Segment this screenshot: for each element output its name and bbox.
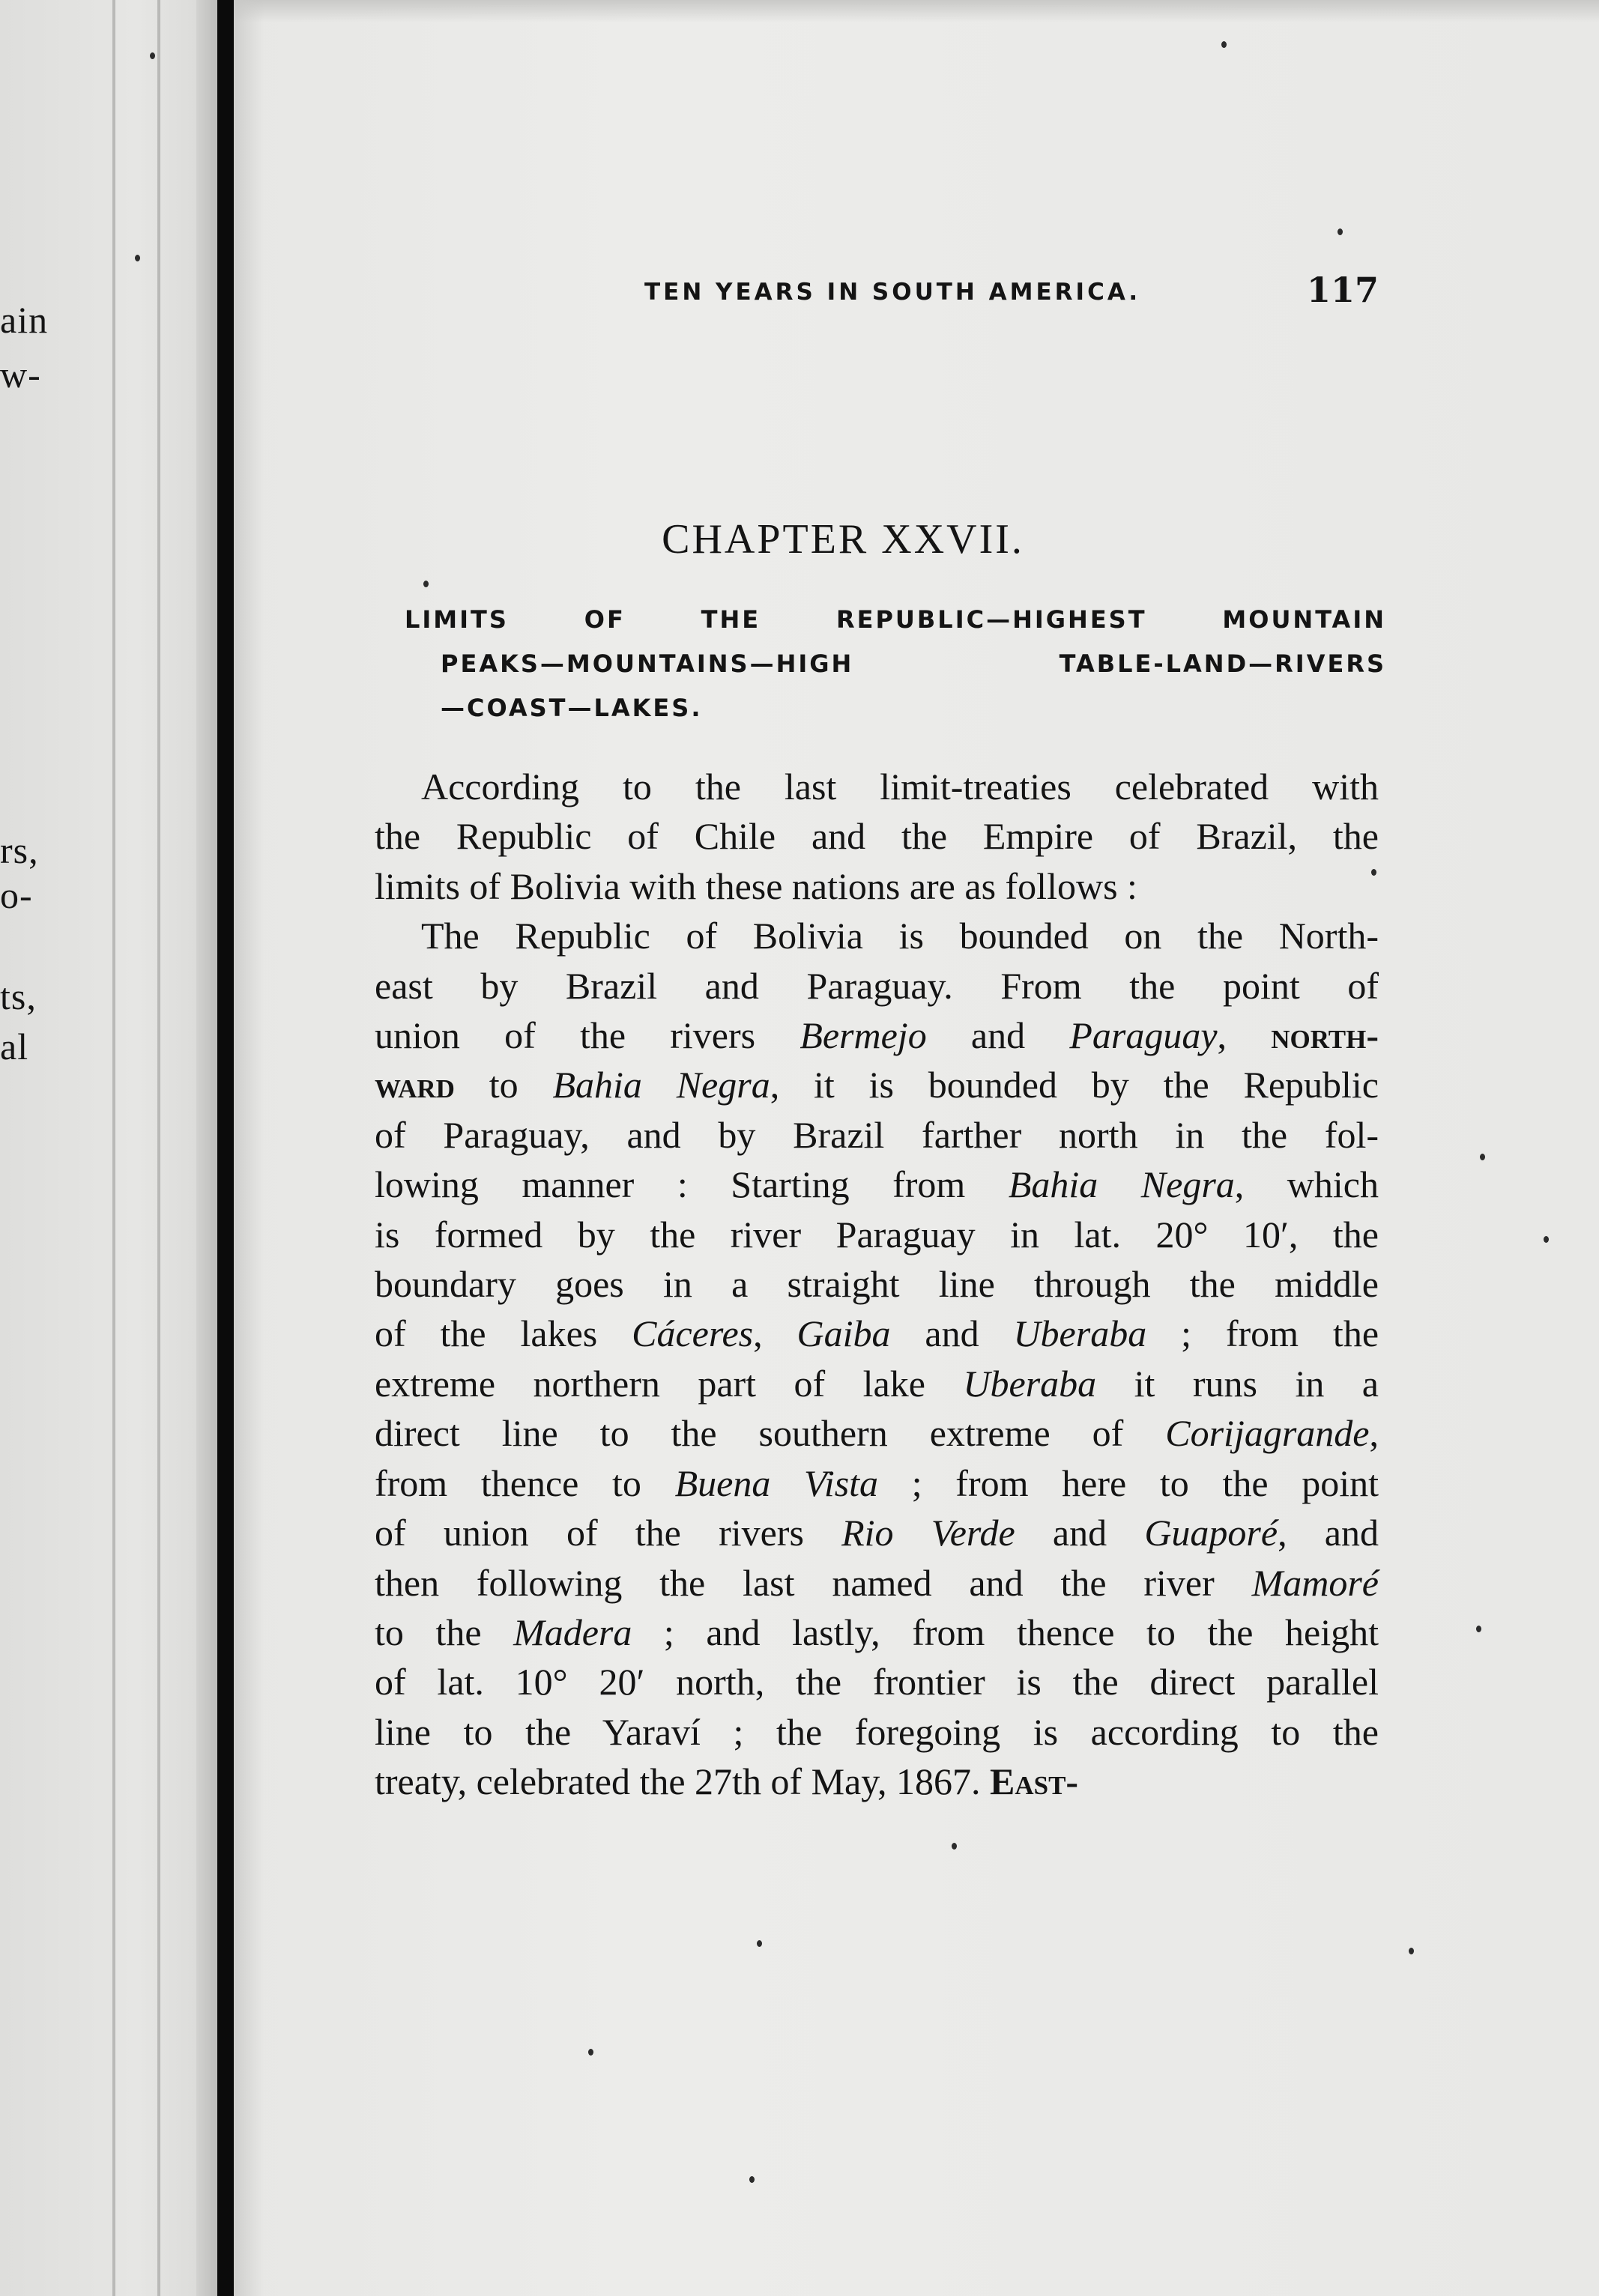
italic-text: Bahia Negra: [552, 1064, 770, 1106]
italic-text: Uberaba: [963, 1362, 1097, 1405]
text-run: of union of the rivers: [375, 1512, 842, 1554]
scan-speck: [1337, 228, 1343, 235]
text-run: and: [890, 1312, 1014, 1355]
text-run: east by Brazil and Paraguay. From the point of: [375, 964, 1379, 1007]
text-line: [375, 1608, 1379, 1657]
text-line: [375, 1060, 1379, 1109]
synopsis-line: —COAST—LAKES.: [441, 694, 703, 722]
text-run: then following the last named and the river: [375, 1561, 1252, 1604]
text-run: to: [454, 1064, 553, 1106]
text-line: [375, 1459, 1379, 1508]
italic-text: Corijagrande: [1165, 1412, 1370, 1455]
text-line: [375, 1210, 1379, 1259]
page-edge-line: [157, 0, 160, 2296]
text-run: from thence to: [375, 1461, 675, 1504]
book-page: [375, 270, 1386, 1807]
text-line: [375, 1309, 1379, 1358]
scan-speck: [135, 255, 140, 261]
facing-page-fragment: ts,: [0, 975, 37, 1017]
italic-text: Mamoré: [1251, 1561, 1379, 1604]
small-caps-text: East-: [990, 1760, 1079, 1803]
text-line: [375, 861, 1379, 911]
text-line: [375, 1110, 1379, 1160]
text-line: [375, 1508, 1379, 1557]
scan-speck: [1544, 1236, 1549, 1243]
scan-speck: [1476, 1626, 1481, 1632]
italic-text: Bahia Negra: [1008, 1163, 1235, 1206]
italic-text: Madera: [513, 1611, 632, 1653]
text-line: [375, 1657, 1379, 1706]
text-run: the Republic of Chile and the Empire of Brazil, the: [375, 815, 1379, 858]
text-line: [375, 1359, 1379, 1408]
italic-text: Buena Vista: [674, 1461, 879, 1504]
text-run: lowing manner : Starting from: [375, 1163, 1009, 1206]
text-run: limits of Bolivia with these nations are as follows :: [375, 864, 1137, 907]
text-run: direct line to the southern extreme of: [375, 1412, 1166, 1455]
text-run: and: [926, 1014, 1070, 1057]
italic-text: Uberaba: [1013, 1312, 1147, 1355]
scan-speck: [150, 52, 155, 59]
text-run: of lat. 10° 20′ north, the frontier is the direct parallel: [375, 1661, 1379, 1703]
body-text: [375, 762, 1379, 1807]
text-run: ; from the: [1146, 1312, 1379, 1355]
text-line: [375, 1408, 1379, 1458]
scan-speck: [1480, 1154, 1485, 1160]
text-run: According to the last limit-treaties celebrated with: [421, 766, 1379, 808]
text-run: to the: [375, 1611, 514, 1653]
facing-page-fragment: rs,: [0, 829, 39, 871]
facing-page-fragment: o-: [0, 874, 33, 916]
running-head: [375, 270, 1379, 315]
text-run: of the lakes: [375, 1312, 632, 1355]
page-edge-line: [112, 0, 115, 2296]
text-run: , it is bounded by the Republic: [770, 1064, 1379, 1106]
text-run: treaty, celebrated the 27th of May, 1867.: [375, 1760, 990, 1803]
small-caps-text: ward: [375, 1064, 455, 1106]
chapter-synopsis: [405, 598, 1386, 730]
book-gutter: [217, 0, 234, 2296]
text-line: [375, 961, 1379, 1011]
italic-text: Paraguay: [1069, 1014, 1218, 1057]
facing-page-edge: [0, 0, 196, 2296]
text-line: [375, 811, 1379, 861]
text-run: ; from here to the point: [878, 1461, 1379, 1504]
text-run: ,: [753, 1312, 797, 1355]
text-run: union of the rivers: [375, 1014, 800, 1057]
scan-speck: [423, 581, 429, 587]
italic-text: Guaporé: [1144, 1512, 1278, 1554]
synopsis-line: LIMITS OF THE REPUBLIC—HIGHEST MOUNTAIN: [405, 605, 1386, 634]
synopsis-line: PEAKS—MOUNTAINS—HIGH TABLE-LAND—RIVERS: [441, 649, 1386, 678]
text-run: of Paraguay, and by Brazil farther north in the fol-: [375, 1113, 1379, 1156]
italic-text: Bermejo: [800, 1014, 927, 1057]
text-run: line to the Yaraví ; the foregoing is according to the: [375, 1710, 1379, 1753]
scan-speck: [749, 2176, 755, 2183]
facing-page-fragment: ain: [0, 299, 49, 341]
scan-speck: [1409, 1948, 1414, 1954]
italic-text: Cáceres: [632, 1312, 754, 1355]
small-caps-text: north-: [1271, 1014, 1379, 1057]
text-run: boundary goes in a straight line through the middle: [375, 1263, 1379, 1306]
gutter-shadow: [196, 0, 217, 2296]
chapter-title: CHAPTER XXVII.: [662, 516, 1024, 563]
text-line: [375, 762, 1379, 811]
scan-speck: [588, 2049, 593, 2056]
page-top-shadow: [234, 0, 1599, 22]
text-line: [375, 1259, 1379, 1309]
text-run: and: [1015, 1512, 1145, 1554]
facing-page-fragment: w-: [0, 354, 41, 396]
italic-text: Rio Verde: [841, 1512, 1015, 1554]
text-run: The Republic of Bolivia is bounded on the North-: [421, 915, 1379, 957]
text-line: [375, 1011, 1379, 1060]
text-run: extreme northern part of lake: [375, 1362, 964, 1405]
scan-speck: [1371, 869, 1376, 876]
text-run: ,: [1369, 1412, 1379, 1455]
text-line: [375, 1707, 1379, 1757]
page-number: 117: [1306, 270, 1379, 310]
text-run: it runs in a: [1096, 1362, 1379, 1405]
text-run: , and: [1278, 1512, 1379, 1554]
text-line: [375, 911, 1379, 960]
scan-speck: [757, 1940, 762, 1947]
scan-speck: [1221, 41, 1227, 48]
text-run: , which: [1234, 1163, 1379, 1206]
text-line: [375, 1757, 1379, 1806]
facing-page-fragment: al: [0, 1026, 29, 1067]
text-run: ,: [1217, 1014, 1272, 1057]
scan-speck: [952, 1843, 957, 1850]
text-run: is formed by the river Paraguay in lat. 20° 10′, the: [375, 1213, 1379, 1255]
text-run: ; and lastly, from thence to the height: [632, 1611, 1379, 1653]
text-line: [375, 1160, 1379, 1209]
italic-text: Gaiba: [797, 1312, 891, 1355]
page-shadow: [234, 0, 264, 2296]
running-head-title: TEN YEARS IN SOUTH AMERICA.: [644, 279, 1141, 306]
text-line: [375, 1558, 1379, 1608]
